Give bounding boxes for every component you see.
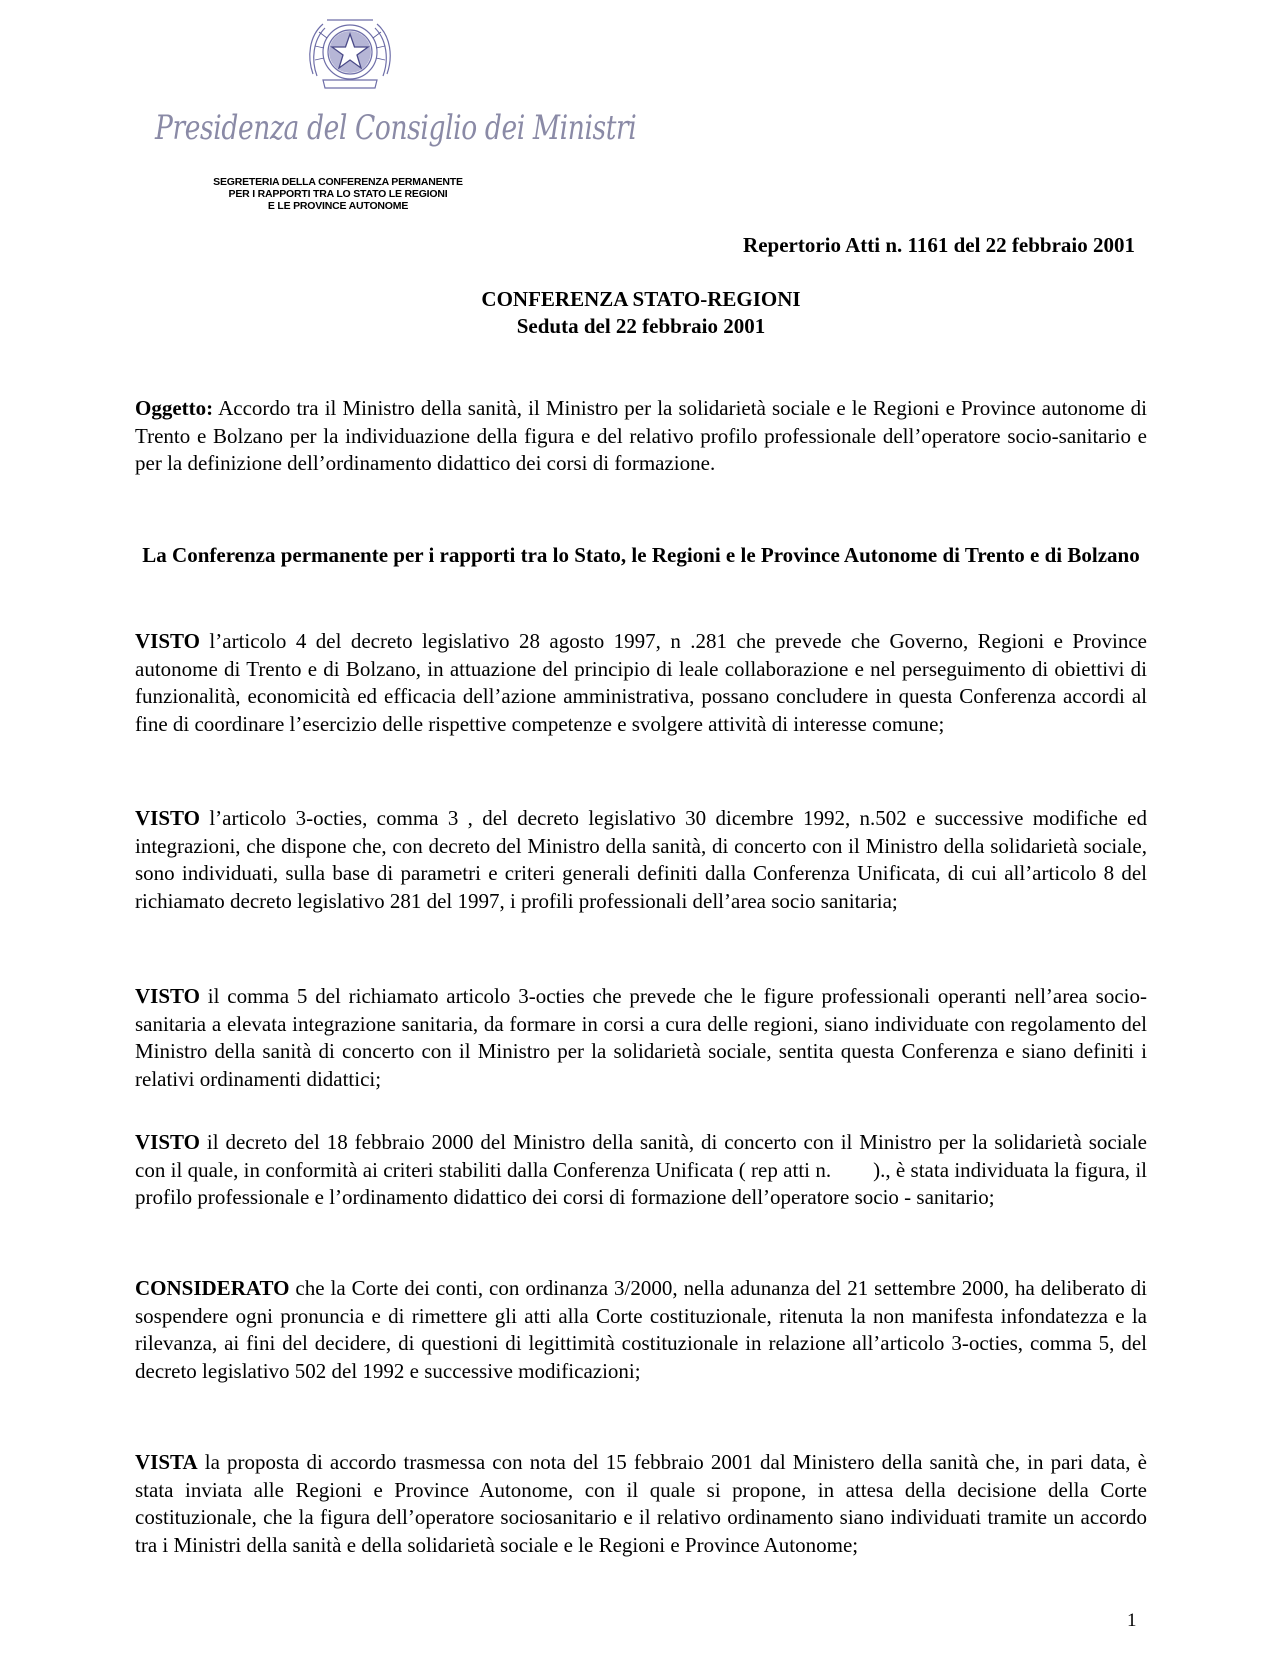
conference-title: CONFERENZA STATO-REGIONI: [481, 287, 801, 311]
secretariat-line: E LE PROVINCE AUTONOME: [267, 200, 409, 212]
recital-text: la proposta di accordo trasmessa con nota del 15 febbraio 2001 dal Ministero della sanità che, in pari data, è stata inviata alle Regioni e Province Autonome, con il quale si propone, in attesa della decisione della Corte costituzionale, che la figura dell’operatore sociosanitario e il relativo ordinamento siano individuati tramite un accordo tra i Ministri della sanità e della solidarietà sociale e le Regioni e Province Autonome;: [135, 1450, 1147, 1557]
recital-text-continued: )., è stata individuata la figura, il profilo professionale e l’ordinamento didattico dei corsi di formazione dell’operatore socio - sanitario;: [135, 1157, 1148, 1210]
recital-label: VISTO: [135, 806, 200, 830]
preamble-heading: La Conferenza permanente per i rapporti tra lo Stato, le Regioni e le Province Autonome di Trento e di Bolzano: [142, 543, 1140, 567]
recital-paragraph: [135, 628, 1147, 738]
recital-paragraph: [135, 1129, 1147, 1212]
repertorio-reference: Repertorio Atti n. 1161 del 22 febbraio 2001: [743, 233, 1135, 257]
state-emblem: [305, 12, 395, 98]
recital-text: il comma 5 del richiamato articolo 3-octies che prevede che le figure professionali operanti nell’area socio-sanitaria a elevata integrazione sanitaria, da formare in corsi a cura delle regioni, siano individuate con regolamento del Ministro della sanità di concerto con il Ministro per la solidarietà sociale, sentita questa Conferenza e siano definiti i relativi ordinamenti didattici;: [135, 984, 1147, 1091]
session-date: Seduta del 22 febbraio 2001: [516, 314, 766, 338]
star-emblem-icon: [305, 12, 395, 98]
recital-label: VISTO: [135, 1130, 200, 1154]
recital-paragraph: [135, 1275, 1147, 1385]
subject-paragraph: [135, 395, 1147, 478]
recital-label: CONSIDERATO: [135, 1276, 290, 1300]
recital-paragraph: [135, 983, 1147, 1093]
recital-text: l’articolo 4 del decreto legislativo 28 agosto 1997, n .281 che prevede che Governo, Regioni e Province autonome di Trento e di Bolzano, in attuazione del principio di leale collaborazione e nel perseguimento di obiettivi di funzionalità, economicità ed efficacia dell’azione amministrativa, possano concludere in questa Conferenza accordi al fine di coordinare l’esercizio delle rispettive competenze e svolgere attività di interesse comune;: [135, 629, 1147, 736]
secretariat-line: PER I RAPPORTI TRA LO STATO LE REGIONI: [228, 188, 448, 200]
recital-text: l’articolo 3-octies, comma 3 , del decreto legislativo 30 dicembre 1992, n.502 e successive modifiche ed integrazioni, che dispone che, con decreto del Ministro della sanità, di concerto con il Ministro della solidarietà sociale, sono individuati, sulla base di parametri e criteri generali definiti dalla Conferenza Unificata, di cui all’articolo 8 del richiamato decreto legislativo 281 del 1997, i profili professionali dell’area socio sanitaria;: [135, 806, 1148, 913]
recital-label: VISTO: [135, 629, 200, 653]
recital-label: VISTO: [135, 984, 200, 1008]
page-number: 1: [1127, 1610, 1137, 1631]
subject-text: Accordo tra il Ministro della sanità, il Ministro per la solidarietà sociale e le Regioni e Province autonome di Trento e Bolzano per la individuazione della figura e del relativo profilo professionale dell’operatore socio-sanitario e per la definizione dell’ordinamento didattico dei corsi di formazione.: [135, 396, 1148, 476]
recital-text: che la Corte dei conti, con ordinanza 3/2000, nella adunanza del 21 settembre 2000, ha deliberato di sospendere ogni pronuncia e di rimettere gli atti alla Corte costituzionale, ritenuta la non manifesta infondatezza e la rilevanza, ai fini del decidere, di questioni di legittimità costituzionale in relazione all’articolo 3-octies, comma 5, del decreto legislativo 502 del 1992 e successive modificazioni;: [135, 1276, 1148, 1383]
institution-name: Presidenza del Consiglio dei Ministri: [155, 108, 637, 148]
subject-label: Oggetto:: [135, 396, 214, 420]
recital-label: VISTA: [135, 1450, 198, 1474]
secretariat-line: SEGRETERIA DELLA CONFERENZA PERMANENTE: [213, 176, 463, 188]
recital-text: il decreto del 18 febbraio 2000 del Ministro della sanità, di concerto con il Ministro per la solidarietà sociale con il quale, in conformità ai criteri stabiliti dalla Conferenza Unificata ( rep atti n.: [135, 1130, 1147, 1182]
secretariat-heading: [178, 176, 498, 212]
recital-paragraph: [135, 1449, 1147, 1559]
recital-paragraph: [135, 805, 1147, 915]
